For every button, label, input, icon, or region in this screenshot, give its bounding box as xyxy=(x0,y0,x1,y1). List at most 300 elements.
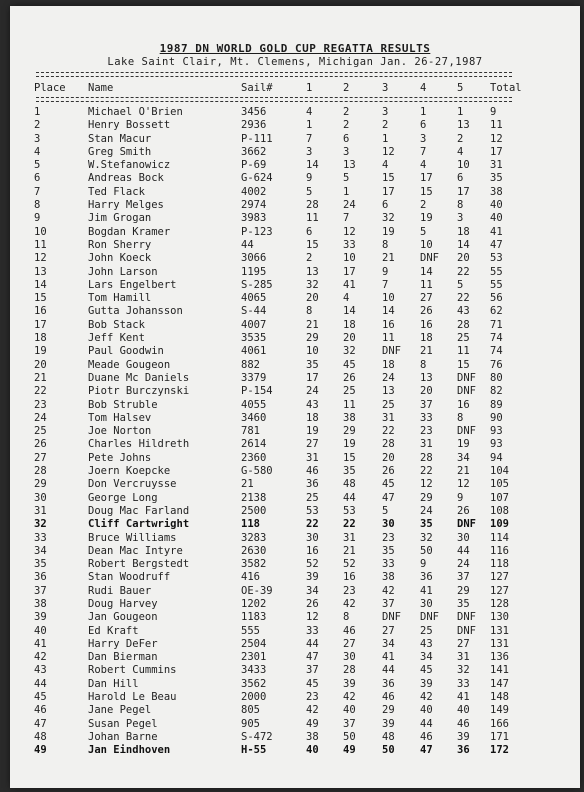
row-name: Stan Woodruff xyxy=(88,571,171,584)
row-race-4: 8 xyxy=(420,358,427,371)
row-name: Bob Struble xyxy=(88,398,158,411)
row-place: 28 xyxy=(34,465,47,478)
row-race-4: 6 xyxy=(420,119,427,132)
row-name: John Koeck xyxy=(88,252,152,265)
row-race-5: 1 xyxy=(457,106,464,118)
row-race-2: 28 xyxy=(343,664,356,677)
row-race-2: 39 xyxy=(343,677,356,690)
table-row xyxy=(10,731,580,744)
row-name: Robert Cummins xyxy=(88,664,177,677)
row-race-5: 34 xyxy=(457,451,470,464)
row-total: 118 xyxy=(490,558,509,571)
row-name: Jim Grogan xyxy=(88,212,152,225)
row-place: 16 xyxy=(34,305,47,318)
row-race-5: 44 xyxy=(457,544,470,557)
row-race-5: 40 xyxy=(457,704,470,717)
row-sail-number: S-472 xyxy=(241,730,273,743)
row-sail-number: 2936 xyxy=(241,119,267,132)
row-total: 127 xyxy=(490,584,509,597)
row-place: 30 xyxy=(34,491,47,504)
row-race-1: 19 xyxy=(306,425,319,438)
table-row xyxy=(10,186,580,199)
row-sail-number: 21 xyxy=(241,478,254,491)
row-race-5: 10 xyxy=(457,159,470,172)
row-place: 26 xyxy=(34,438,47,451)
row-race-4: 21 xyxy=(420,345,433,358)
row-race-2: 32 xyxy=(343,345,356,358)
row-name: Paul Goodwin xyxy=(88,345,164,358)
row-race-1: 3 xyxy=(306,145,313,158)
row-race-2: 14 xyxy=(343,305,356,318)
row-race-2: 5 xyxy=(343,172,350,185)
row-race-3: DNF xyxy=(382,345,401,358)
table-row xyxy=(10,678,580,691)
row-race-4: 36 xyxy=(420,571,433,584)
row-race-1: 11 xyxy=(306,212,319,225)
row-place: 24 xyxy=(34,411,47,424)
row-race-1: 47 xyxy=(306,651,319,664)
row-race-4: 14 xyxy=(420,265,433,278)
row-race-2: 24 xyxy=(343,199,356,212)
row-place: 46 xyxy=(34,704,47,717)
row-race-3: 26 xyxy=(382,465,395,478)
header-sail: Sail# xyxy=(241,82,273,94)
row-sail-number: 805 xyxy=(241,704,260,717)
row-race-3: 4 xyxy=(382,159,389,172)
row-place: 49 xyxy=(34,744,47,757)
row-sail-number: 3379 xyxy=(241,371,267,384)
row-race-4: 41 xyxy=(420,584,433,597)
row-name: Ed Kraft xyxy=(88,624,139,637)
row-race-4: 20 xyxy=(420,385,433,398)
row-race-4: 15 xyxy=(420,185,433,198)
row-place: 38 xyxy=(34,597,47,610)
row-race-4: 25 xyxy=(420,624,433,637)
row-place: 14 xyxy=(34,278,47,291)
row-race-2: 3 xyxy=(343,145,350,158)
row-sail-number: 2500 xyxy=(241,504,267,517)
row-race-2: 4 xyxy=(343,292,350,305)
row-race-5: 12 xyxy=(457,478,470,491)
row-total: 131 xyxy=(490,637,509,650)
row-name: Doug Harvey xyxy=(88,597,158,610)
row-race-2: 15 xyxy=(343,451,356,464)
row-race-5: 22 xyxy=(457,292,470,305)
row-place: 13 xyxy=(34,265,47,278)
row-place: 33 xyxy=(34,531,47,544)
row-race-3: 5 xyxy=(382,504,389,517)
row-race-3: 28 xyxy=(382,438,395,451)
row-race-3: 14 xyxy=(382,305,395,318)
row-sail-number: G-624 xyxy=(241,172,273,185)
table-row xyxy=(10,478,580,491)
row-race-4: 35 xyxy=(420,518,433,531)
row-race-3: 3 xyxy=(382,106,389,118)
row-name: John Larson xyxy=(88,265,158,278)
row-race-5: DNF xyxy=(457,611,476,624)
row-place: 29 xyxy=(34,478,47,491)
row-race-1: 17 xyxy=(306,371,319,384)
row-race-4: 19 xyxy=(420,212,433,225)
table-row xyxy=(10,172,580,185)
row-race-5: 9 xyxy=(457,491,464,504)
table-row xyxy=(10,119,580,132)
row-race-2: 44 xyxy=(343,491,356,504)
header-name: Name xyxy=(88,82,114,94)
row-race-1: 38 xyxy=(306,730,319,743)
row-race-3: 48 xyxy=(382,730,395,743)
row-race-3: 15 xyxy=(382,172,395,185)
page-title: 1987 DN WORLD GOLD CUP REGATTA RESULTS xyxy=(159,42,431,55)
row-race-4: 1 xyxy=(420,106,427,118)
row-name: Jane Pegel xyxy=(88,704,152,717)
row-total: 35 xyxy=(490,172,503,185)
row-race-2: 31 xyxy=(343,531,356,544)
row-race-1: 10 xyxy=(306,345,319,358)
row-race-5: 8 xyxy=(457,199,464,212)
row-race-4: 46 xyxy=(420,730,433,743)
row-total: 41 xyxy=(490,225,503,238)
row-total: 53 xyxy=(490,252,503,265)
table-row xyxy=(10,518,580,531)
row-race-1: 31 xyxy=(306,451,319,464)
row-total: 131 xyxy=(490,624,509,637)
row-race-2: 40 xyxy=(343,704,356,717)
header-race-3: 3 xyxy=(382,82,389,94)
row-sail-number: 2630 xyxy=(241,544,267,557)
row-place: 47 xyxy=(34,717,47,730)
row-race-1: 8 xyxy=(306,305,313,318)
row-race-4: 22 xyxy=(420,465,433,478)
table-row xyxy=(10,438,580,451)
row-place: 8 xyxy=(34,199,41,212)
row-race-2: 10 xyxy=(343,252,356,265)
row-place: 44 xyxy=(34,677,47,690)
row-sail-number: 1195 xyxy=(241,265,267,278)
table-row xyxy=(10,212,580,225)
row-place: 10 xyxy=(34,225,47,238)
row-race-3: 18 xyxy=(382,358,395,371)
row-sail-number: P-123 xyxy=(241,225,273,238)
row-race-1: 16 xyxy=(306,544,319,557)
row-race-4: 7 xyxy=(420,145,427,158)
row-race-5: 32 xyxy=(457,664,470,677)
row-name: Jeff Kent xyxy=(88,332,145,345)
row-race-2: 38 xyxy=(343,411,356,424)
header-place: Place xyxy=(34,82,66,94)
row-name: W.Stefanowicz xyxy=(88,159,171,172)
row-race-5: DNF xyxy=(457,624,476,637)
row-name: Harry DeFer xyxy=(88,637,158,650)
table-row xyxy=(10,319,580,332)
row-race-5: 33 xyxy=(457,677,470,690)
row-name: Dean Mac Intyre xyxy=(88,544,183,557)
row-sail-number: P-154 xyxy=(241,385,273,398)
row-total: 76 xyxy=(490,358,503,371)
row-total: 80 xyxy=(490,371,503,384)
row-sail-number: 4055 xyxy=(241,398,267,411)
row-race-1: 39 xyxy=(306,571,319,584)
row-name: Charles Hildreth xyxy=(88,438,190,451)
row-race-1: 52 xyxy=(306,558,319,571)
row-race-2: 21 xyxy=(343,544,356,557)
row-sail-number: 416 xyxy=(241,571,260,584)
row-race-2: 42 xyxy=(343,691,356,704)
row-place: 18 xyxy=(34,332,47,345)
row-race-2: 19 xyxy=(343,438,356,451)
row-race-1: 42 xyxy=(306,704,319,717)
row-name: Harold Le Beau xyxy=(88,691,177,704)
row-sail-number: 2360 xyxy=(241,451,267,464)
row-name: Cliff Cartwright xyxy=(88,518,190,531)
row-place: 36 xyxy=(34,571,47,584)
row-race-5: 46 xyxy=(457,717,470,730)
table-row xyxy=(10,425,580,438)
row-total: 130 xyxy=(490,611,509,624)
row-race-5: 13 xyxy=(457,119,470,132)
row-sail-number: 3582 xyxy=(241,558,267,571)
row-race-3: 41 xyxy=(382,651,395,664)
row-race-5: 30 xyxy=(457,531,470,544)
row-total: 47 xyxy=(490,238,503,251)
row-race-4: 24 xyxy=(420,504,433,517)
row-race-3: 24 xyxy=(382,371,395,384)
row-race-2: 37 xyxy=(343,717,356,730)
row-place: 21 xyxy=(34,371,47,384)
row-name: Joe Norton xyxy=(88,425,152,438)
row-race-3: 10 xyxy=(382,292,395,305)
row-race-4: 40 xyxy=(420,704,433,717)
row-place: 37 xyxy=(34,584,47,597)
row-name: Meade Gougeon xyxy=(88,358,171,371)
row-race-1: 13 xyxy=(306,265,319,278)
row-race-4: 47 xyxy=(420,744,433,757)
event-location-date: Lake Saint Clair, Mt. Clemens, Michigan Jan. 26-27,1987 xyxy=(107,56,483,68)
row-sail-number: S-285 xyxy=(241,278,273,291)
row-race-2: 17 xyxy=(343,265,356,278)
table-row xyxy=(10,625,580,638)
row-total: 109 xyxy=(490,518,509,531)
row-race-1: 43 xyxy=(306,398,319,411)
row-race-1: 34 xyxy=(306,584,319,597)
row-race-5: 41 xyxy=(457,691,470,704)
header-race-5: 5 xyxy=(457,82,464,94)
row-race-5: DNF xyxy=(457,425,476,438)
row-total: 93 xyxy=(490,425,503,438)
row-place: 12 xyxy=(34,252,47,265)
row-place: 43 xyxy=(34,664,47,677)
row-race-4: 39 xyxy=(420,677,433,690)
row-race-4: 34 xyxy=(420,651,433,664)
row-place: 17 xyxy=(34,318,47,331)
row-name: Don Vercruysse xyxy=(88,478,177,491)
table-row xyxy=(10,465,580,478)
row-name: Bob Stack xyxy=(88,318,145,331)
row-name: Ron Sherry xyxy=(88,238,152,251)
row-place: 48 xyxy=(34,730,47,743)
row-race-5: 29 xyxy=(457,584,470,597)
row-race-1: 49 xyxy=(306,717,319,730)
row-race-3: 12 xyxy=(382,145,395,158)
row-place: 27 xyxy=(34,451,47,464)
row-race-3: 13 xyxy=(382,385,395,398)
row-race-1: 44 xyxy=(306,637,319,650)
row-race-4: 2 xyxy=(420,199,427,212)
row-sail-number: G-580 xyxy=(241,465,273,478)
table-row xyxy=(10,279,580,292)
row-name: Gutta Johansson xyxy=(88,305,183,318)
table-row xyxy=(10,146,580,159)
row-race-1: 30 xyxy=(306,531,319,544)
row-name: Lars Engelbert xyxy=(88,278,177,291)
row-race-4: 4 xyxy=(420,159,427,172)
row-race-2: 2 xyxy=(343,119,350,132)
row-total: 108 xyxy=(490,504,509,517)
row-sail-number: 2138 xyxy=(241,491,267,504)
row-race-2: 29 xyxy=(343,425,356,438)
row-race-2: 22 xyxy=(343,518,356,531)
row-race-4: 16 xyxy=(420,318,433,331)
row-name: Michael O'Brien xyxy=(88,106,183,118)
row-race-2: 26 xyxy=(343,371,356,384)
row-total: 89 xyxy=(490,398,503,411)
row-race-4: 33 xyxy=(420,411,433,424)
table-row xyxy=(10,545,580,558)
row-name: Ted Flack xyxy=(88,185,145,198)
table-row xyxy=(10,345,580,358)
row-total: 114 xyxy=(490,531,509,544)
row-total: 11 xyxy=(490,119,503,132)
table-row xyxy=(10,651,580,664)
table-row xyxy=(10,638,580,651)
row-race-4: 30 xyxy=(420,597,433,610)
row-race-1: 33 xyxy=(306,624,319,637)
row-race-2: 33 xyxy=(343,238,356,251)
results-sheet xyxy=(10,6,580,788)
header-race-1: 1 xyxy=(306,82,313,94)
row-name: Robert Bergstedt xyxy=(88,558,190,571)
row-total: 104 xyxy=(490,465,509,478)
row-race-1: 28 xyxy=(306,199,319,212)
row-total: 62 xyxy=(490,305,503,318)
results-table-body xyxy=(10,106,580,758)
row-place: 23 xyxy=(34,398,47,411)
row-race-3: 2 xyxy=(382,119,389,132)
table-row xyxy=(10,492,580,505)
table-row xyxy=(10,412,580,425)
row-race-3: 9 xyxy=(382,265,389,278)
row-race-4: 27 xyxy=(420,292,433,305)
table-row xyxy=(10,598,580,611)
row-race-3: 44 xyxy=(382,664,395,677)
row-sail-number: 2614 xyxy=(241,438,267,451)
row-race-1: 35 xyxy=(306,358,319,371)
row-race-4: DNF xyxy=(420,611,439,624)
row-race-3: 46 xyxy=(382,691,395,704)
row-name: Rudi Bauer xyxy=(88,584,152,597)
row-total: 127 xyxy=(490,571,509,584)
row-race-3: 30 xyxy=(382,518,395,531)
row-race-1: 5 xyxy=(306,185,313,198)
row-race-1: 45 xyxy=(306,677,319,690)
row-total: 90 xyxy=(490,411,503,424)
row-place: 5 xyxy=(34,159,41,172)
row-place: 7 xyxy=(34,185,41,198)
row-race-2: 50 xyxy=(343,730,356,743)
row-total: 40 xyxy=(490,199,503,212)
row-race-2: 18 xyxy=(343,318,356,331)
row-race-5: 37 xyxy=(457,571,470,584)
row-sail-number: 2504 xyxy=(241,637,267,650)
row-place: 20 xyxy=(34,358,47,371)
row-total: 94 xyxy=(490,451,503,464)
row-sail-number: 3562 xyxy=(241,677,267,690)
row-race-5: 11 xyxy=(457,345,470,358)
row-race-1: 27 xyxy=(306,438,319,451)
row-race-3: 6 xyxy=(382,199,389,212)
row-total: 12 xyxy=(490,132,503,145)
table-row xyxy=(10,744,580,757)
table-row xyxy=(10,266,580,279)
row-total: 166 xyxy=(490,717,509,730)
row-name: Bogdan Kramer xyxy=(88,225,171,238)
row-race-3: 45 xyxy=(382,478,395,491)
row-total: 128 xyxy=(490,597,509,610)
row-total: 148 xyxy=(490,691,509,704)
row-race-3: 8 xyxy=(382,238,389,251)
row-sail-number: 3460 xyxy=(241,411,267,424)
row-race-5: 21 xyxy=(457,465,470,478)
row-race-3: 39 xyxy=(382,717,395,730)
row-race-1: 46 xyxy=(306,465,319,478)
row-race-2: 25 xyxy=(343,385,356,398)
row-race-5: 17 xyxy=(457,185,470,198)
row-race-2: 35 xyxy=(343,465,356,478)
table-row xyxy=(10,532,580,545)
row-race-3: 31 xyxy=(382,411,395,424)
row-race-5: 36 xyxy=(457,744,470,757)
row-race-2: 23 xyxy=(343,584,356,597)
row-race-2: 42 xyxy=(343,597,356,610)
row-race-1: 12 xyxy=(306,611,319,624)
row-race-4: 31 xyxy=(420,438,433,451)
row-name: George Long xyxy=(88,491,158,504)
row-race-4: 17 xyxy=(420,172,433,185)
row-total: 38 xyxy=(490,185,503,198)
row-race-2: 16 xyxy=(343,571,356,584)
table-row xyxy=(10,704,580,717)
row-race-5: 31 xyxy=(457,651,470,664)
row-race-4: 50 xyxy=(420,544,433,557)
row-name: Jan Gougeon xyxy=(88,611,158,624)
row-place: 35 xyxy=(34,558,47,571)
row-race-5: 25 xyxy=(457,332,470,345)
row-total: 105 xyxy=(490,478,509,491)
row-race-1: 2 xyxy=(306,252,313,265)
table-row xyxy=(10,558,580,571)
row-name: Dan Bierman xyxy=(88,651,158,664)
table-row xyxy=(10,372,580,385)
row-sail-number: 4061 xyxy=(241,345,267,358)
row-race-1: 21 xyxy=(306,318,319,331)
row-race-5: 35 xyxy=(457,597,470,610)
row-race-4: 28 xyxy=(420,451,433,464)
row-sail-number: 905 xyxy=(241,717,260,730)
row-sail-number: 3066 xyxy=(241,252,267,265)
row-race-4: 26 xyxy=(420,305,433,318)
row-place: 34 xyxy=(34,544,47,557)
row-sail-number: 3662 xyxy=(241,145,267,158)
